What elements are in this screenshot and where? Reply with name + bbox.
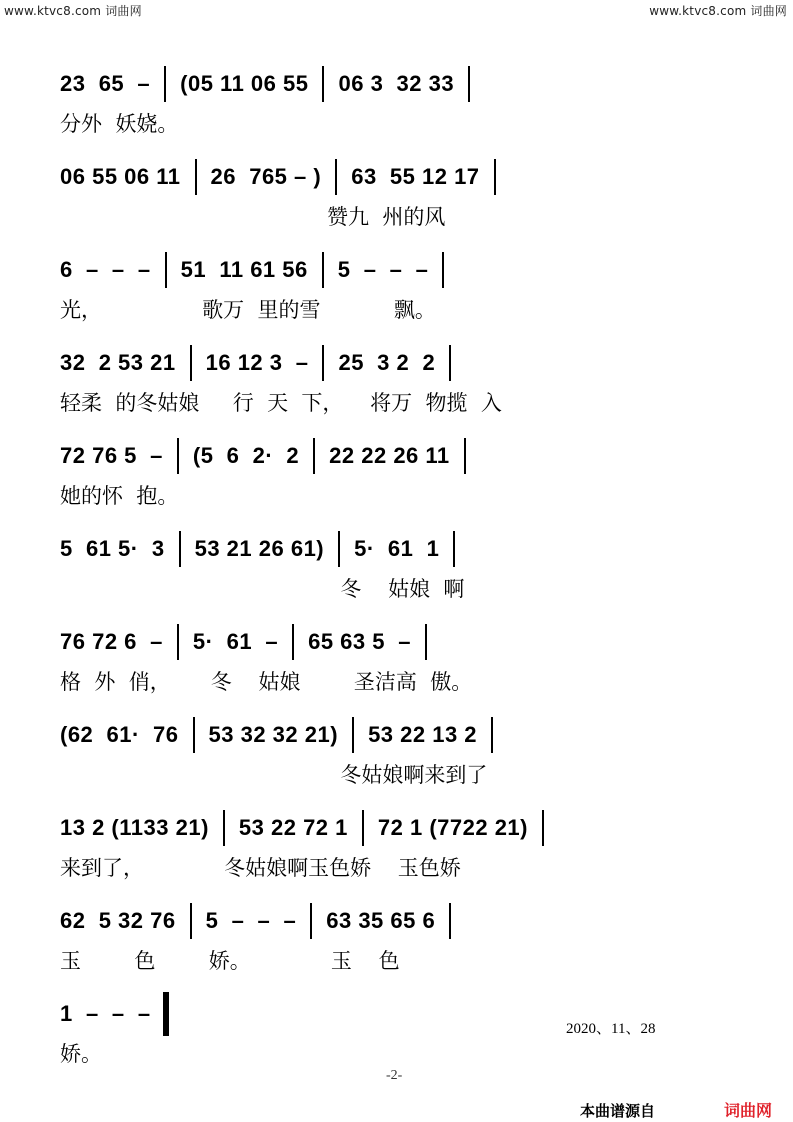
measure-notes: 5· 61 – <box>192 629 279 654</box>
measure-notes: 5· 61 1 <box>354 536 440 561</box>
measure-notes: 63 55 12 17 <box>351 164 480 189</box>
lyric-line: 格 外 俏， 冬 姑娘 圣洁高 傲。 <box>60 670 473 694</box>
notation-line <box>60 345 753 381</box>
composition-date: 2020、11、28 <box>566 1021 656 1037</box>
barline <box>179 531 181 567</box>
barline <box>322 66 324 102</box>
barline <box>177 438 179 474</box>
barline <box>195 159 197 195</box>
measure-notes: 63 35 65 6 <box>326 908 436 933</box>
barline <box>335 159 337 195</box>
measure-notes: 23 65 – <box>60 71 151 96</box>
barline <box>313 438 315 474</box>
score-line <box>60 703 753 796</box>
barline <box>491 717 493 753</box>
barline <box>164 66 166 102</box>
notation-line <box>60 717 753 753</box>
measure-notes: 72 1 (7722 21) <box>377 815 528 840</box>
lyric-line: 冬 姑娘 啊 <box>60 577 465 601</box>
measure-notes: 51 11 61 56 <box>180 257 308 282</box>
barline <box>190 903 192 939</box>
measure-notes: 1 – – – <box>60 1001 151 1026</box>
lyric-line: 她的怀 抱。 <box>60 484 179 508</box>
measure-notes: 62 5 32 76 <box>60 908 176 933</box>
header-watermark-right: www.ktvc8.com 词曲网 <box>649 4 787 18</box>
barline <box>165 252 167 288</box>
measure-notes: 5 – – – <box>337 257 429 282</box>
score-rows <box>60 52 753 1075</box>
measure-notes: 76 72 6 – <box>60 629 163 654</box>
score-line <box>60 238 753 331</box>
measure-notes: 06 55 06 11 <box>60 164 181 189</box>
barline <box>338 531 340 567</box>
barline <box>190 345 192 381</box>
score-line <box>60 331 753 424</box>
barline <box>442 252 444 288</box>
lyric-line: 光， 歌万 里的雪 飘。 <box>60 298 436 322</box>
barline <box>322 252 324 288</box>
measure-notes: (05 11 06 55 <box>180 71 309 96</box>
notation-line <box>60 531 753 567</box>
barline <box>292 624 294 660</box>
measure-notes: 65 63 5 – <box>308 629 411 654</box>
measure-notes: 6 – – – <box>60 257 151 282</box>
measure-notes: 53 32 32 21) <box>208 722 339 747</box>
source-label: 本曲谱源自 <box>580 1102 656 1120</box>
notation-line <box>60 159 753 195</box>
barline <box>425 624 427 660</box>
score-line <box>60 889 753 982</box>
barline <box>464 438 466 474</box>
barline <box>322 345 324 381</box>
measure-notes: 53 21 26 61) <box>194 536 325 561</box>
measure-notes: 53 22 72 1 <box>238 815 348 840</box>
measure-notes: 5 – – – <box>205 908 297 933</box>
source-site-link[interactable]: 词曲网 <box>724 1101 773 1120</box>
header-watermark-left: www.ktvc8.com 词曲网 <box>4 4 142 18</box>
barline <box>352 717 354 753</box>
score-line <box>60 610 753 703</box>
score-line <box>60 145 753 238</box>
lyric-line: 赞九 州的风 <box>60 205 446 229</box>
lyric-line: 来到了， 冬姑娘啊玉色娇 玉色娇 <box>60 856 461 880</box>
notation-line <box>60 66 753 102</box>
measure-notes: 26 765 – ) <box>210 164 322 189</box>
notation-line <box>60 810 753 846</box>
barline <box>453 531 455 567</box>
lyric-line: 冬姑娘啊来到了 <box>60 763 488 787</box>
barline <box>449 903 451 939</box>
lyric-line: 娇。 <box>60 1042 102 1066</box>
barline <box>362 810 364 846</box>
notation-line <box>60 252 753 288</box>
barline <box>449 345 451 381</box>
measure-notes: 13 2 (1133 21) <box>60 815 209 840</box>
lyric-line: 玉 色 娇。 玉 色 <box>60 949 400 973</box>
barline <box>310 903 312 939</box>
barline <box>177 624 179 660</box>
notation-line <box>60 438 753 474</box>
lyric-line: 分外 妖娆。 <box>60 112 179 136</box>
score-line <box>60 424 753 517</box>
barline <box>223 810 225 846</box>
barline <box>494 159 496 195</box>
measure-notes: (5 6 2· 2 <box>192 443 300 468</box>
barline <box>542 810 544 846</box>
score-line <box>60 52 753 145</box>
page-number: -2- <box>386 1068 403 1083</box>
measure-notes: (62 61· 76 <box>60 722 179 747</box>
notation-line <box>60 903 753 939</box>
score-line <box>60 517 753 610</box>
lyric-line: 轻柔 的冬姑娘 行 天 下， 将万 物揽 入 <box>60 391 502 415</box>
final-barline <box>163 992 169 1036</box>
measure-notes: 25 3 2 2 <box>338 350 436 375</box>
measure-notes: 72 76 5 – <box>60 443 163 468</box>
barline <box>468 66 470 102</box>
notation-line <box>60 624 753 660</box>
measure-notes: 53 22 13 2 <box>368 722 478 747</box>
measure-notes: 16 12 3 – <box>205 350 309 375</box>
measure-notes: 5 61 5· 3 <box>60 536 165 561</box>
barline <box>193 717 195 753</box>
measure-notes: 22 22 26 11 <box>329 443 450 468</box>
measure-notes: 32 2 53 21 <box>60 350 176 375</box>
measure-notes: 06 3 32 33 <box>338 71 455 96</box>
score-line <box>60 796 753 889</box>
